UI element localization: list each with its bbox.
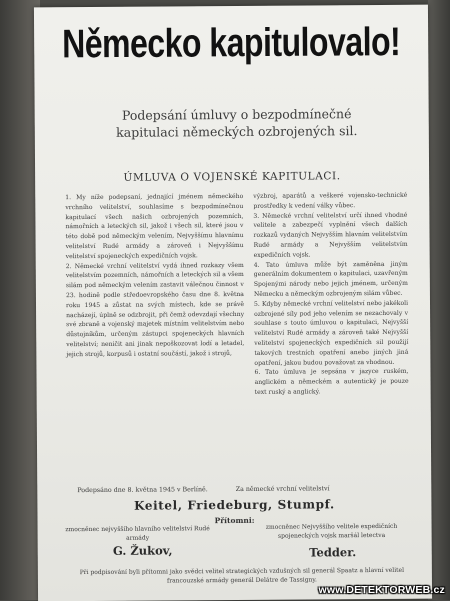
subtitle-line: Podepsání úmluvy o bezpodmínečné <box>121 106 352 123</box>
article-paragraph: výzbroj, aparátů a veškeré vojensko-technické prostředky k vedení války vůbec. <box>253 191 408 210</box>
allied-representative-role: zmocněnec Nejvyššího velitele expedičních spojeneckých vojsk maršál letectva <box>265 522 398 540</box>
text-column-left <box>65 192 244 360</box>
article-paragraph: 6. Tato úmluva je sepsána v jazyce ruském, anglickém a německém a autentický je pouze text ruský a anglický. <box>254 368 409 396</box>
signing-line <box>77 485 411 494</box>
article-paragraph: 1. My níže podepsaní, jednající jménem německého vrchního velitelství, souhlasíme s bezpodmínečnou kapitulací všech našich ozbrojených pozemních, námořních a leteckých sil, jakož i všech sil, které jsou v této době pod německým velením, Nejvyššímu hlavnímu velitelství Rudé armády a zároveň i Nejvyššímu velitelství spojeneckých expedičních vojsk. <box>65 192 244 260</box>
article-paragraph: 5. Kdyby německé vrchní velitelství nebo jakékoli ozbrojené síly pod jeho velením se nezachovaly v souhlase s touto úmluvou o kapitulaci, Nejvyšší velitelství Rudé armády a zároveň také Nejvyšší velitelství spojeneckých expedičních sil použijí takových trestních opatření anebo jiných jiná opatření, jakou budou považovat za vhodnou. <box>253 299 409 367</box>
poster-sheet <box>34 5 432 601</box>
poster-headline: Německo kapitulovalo! <box>61 18 401 67</box>
soviet-representative-name: G. Žukov, <box>112 543 173 558</box>
article-paragraph: 4. Tato úmluva může být zaměněna jiným generálním dokumentem o kapitulaci, uzavřeným Spojenými národy nebo jejich jménem, určeným Německu a německým ozbrojeným silám vůbec. <box>253 260 408 298</box>
german-signatories: Keitel, Friedeburg, Stumpf. <box>134 497 335 513</box>
article-paragraph: 2. Německé vrchní velitelství vydá ihned rozkazy všem velitelstvím pozemních, námořních a leteckých sil a všem silám pod německým velením zastavit válečnou činnost v 23. hodině podle středoevropského času dne 8. května roku 1945 a zůstat na svých místech, kde se právě nacházejí, úplně se odzbrojit, při čemž odevzdají všechny své zbraně a vojenský majetek místním velitelstvím nebo důstojníkům, určeným zástupci spojeneckých hlavních velitelství; neničit ani jinak nepoškozovat lodí a letadel, jejich strojů, korpusů i ostatní součástí, jakož i strojů, <box>65 261 245 358</box>
witnesses-footnote: Při podpisování byli přítomni jako svědci velitel strategických vzdušných sil generál Spaatz a hlavní velitel francouzské armády generál Delátre de Tassigny. <box>79 566 405 585</box>
signed-for: Za německé vrchní velitelství <box>235 485 330 493</box>
article-paragraph: 3. Německé vrchní velitelství určí ihned vhodné velitele a zabezpečí vyplnění všech dalších rozkazů vydaných Nejvyšším hlavním velitelstvím Rudé armády a Nejvyšším velitelstvím expedičních vojsk. <box>253 211 408 259</box>
poster-subtitle <box>75 105 399 141</box>
present-label: Přítomni: <box>214 515 255 526</box>
allied-representative-name: Tedder. <box>309 545 357 560</box>
soviet-representative-role: zmocněnec nejvyššího hlavního velitelství Rudé armády <box>65 525 210 542</box>
subtitle-line: kapitulaci německých ozbrojených sil. <box>116 123 358 140</box>
signed-place: Podepsáno dne 8. května 1945 v Berlíně. <box>77 486 208 495</box>
section-title: ÚMLUVA O VOJENSKÉ KAPITULACI. <box>123 170 341 184</box>
text-column-right <box>253 191 408 398</box>
site-watermark: www.DETEKTORWEB.cz <box>318 584 445 596</box>
